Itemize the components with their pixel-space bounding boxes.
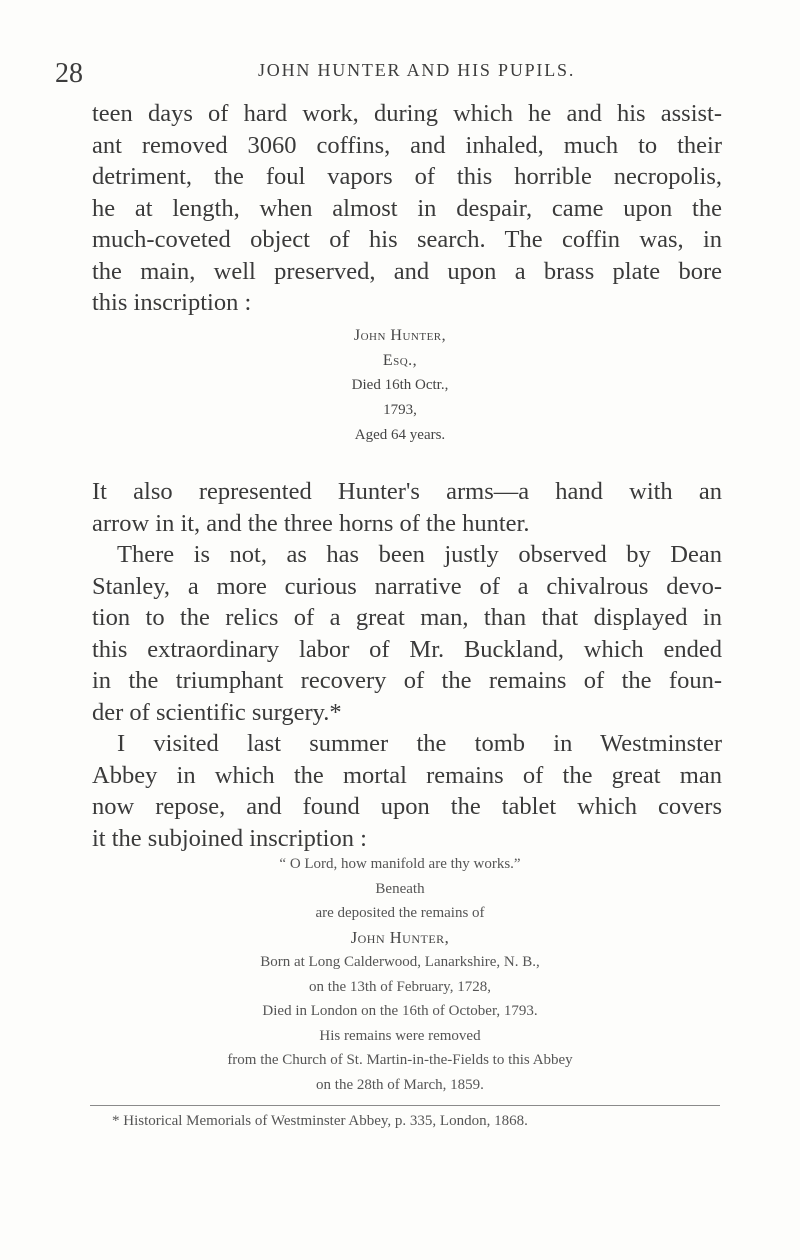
inscription-line: Aged 64 years. bbox=[354, 427, 446, 443]
text-line: Stanley, a more curious narrative of a chivalrous devo- bbox=[92, 572, 722, 600]
text-line: der of scientific surgery.* bbox=[92, 698, 342, 726]
inscription-line: 1793, bbox=[383, 402, 417, 418]
inscription-line: Beneath bbox=[375, 880, 425, 897]
text-line: detriment, the foul vapors of this horrible necropolis, bbox=[92, 163, 722, 190]
inscription-line: on the 28th of March, 1859. bbox=[316, 1076, 484, 1093]
inscription-line: John Hunter, bbox=[350, 927, 450, 947]
paragraph-main bbox=[92, 476, 722, 854]
coffin-inscription bbox=[300, 323, 500, 448]
inscription-line: on the 13th of February, 1728, bbox=[309, 978, 491, 995]
running-title: JOHN HUNTER AND HIS PUPILS. bbox=[258, 60, 576, 80]
inscription-line: Died in London on the 16th of October, 1793. bbox=[262, 1003, 538, 1019]
text-line: teen days of hard work, during which he and his assist- bbox=[92, 100, 722, 127]
text-line: this extraordinary labor of Mr. Buckland, which ended bbox=[92, 635, 722, 663]
text-line: tion to the relics of a great man, than that displayed in bbox=[92, 604, 722, 631]
text-line: now repose, and found upon the tablet which covers bbox=[92, 793, 722, 820]
inscription-line: Died 16th Octr., bbox=[351, 377, 449, 393]
inscription-line: from the Church of St. Martin-in-the-Fields to this Abbey bbox=[227, 1052, 573, 1068]
text-line: There is not, as has been justly observed by Dean bbox=[117, 541, 722, 568]
text-line: this inscription : bbox=[92, 289, 252, 316]
inscription-line: Born at Long Calderwood, Lanarkshire, N. B., bbox=[260, 954, 540, 970]
tablet-inscription bbox=[140, 852, 660, 1097]
footnote: * Historical Memorials of Westminster Abbey, p. 335, London, 1868. bbox=[112, 1113, 528, 1129]
inscription-line: John Hunter, bbox=[353, 327, 447, 344]
inscription-line: Esq., bbox=[382, 352, 418, 369]
text-line: It also represented Hunter's arms—a hand with an bbox=[92, 478, 722, 505]
text-line: he at length, when almost in despair, came upon the bbox=[92, 194, 722, 222]
inscription-line: “ O Lord, how manifold are thy works.” bbox=[279, 856, 521, 872]
inscription-line: are deposited the remains of bbox=[315, 905, 485, 921]
text-line: I visited last summer the tomb in Westminster bbox=[117, 730, 722, 757]
footnote-divider bbox=[90, 1105, 720, 1106]
text-line: ant removed 3060 coffins, and inhaled, much to their bbox=[92, 131, 722, 159]
inscription-line: His remains were removed bbox=[319, 1027, 481, 1044]
text-line: Abbey in which the mortal remains of the great man bbox=[92, 761, 722, 789]
page-number: 28 bbox=[55, 58, 83, 89]
text-line: it the subjoined inscription : bbox=[92, 824, 367, 852]
paragraph-continuation bbox=[92, 98, 722, 319]
text-line: the main, well preserved, and upon a brass plate bore bbox=[92, 257, 722, 285]
text-line: much-coveted object of his search. The coffin was, in bbox=[92, 226, 722, 253]
text-line: arrow in it, and the three horns of the hunter. bbox=[92, 509, 530, 537]
text-line: in the triumphant recovery of the remains of the foun- bbox=[92, 667, 722, 694]
